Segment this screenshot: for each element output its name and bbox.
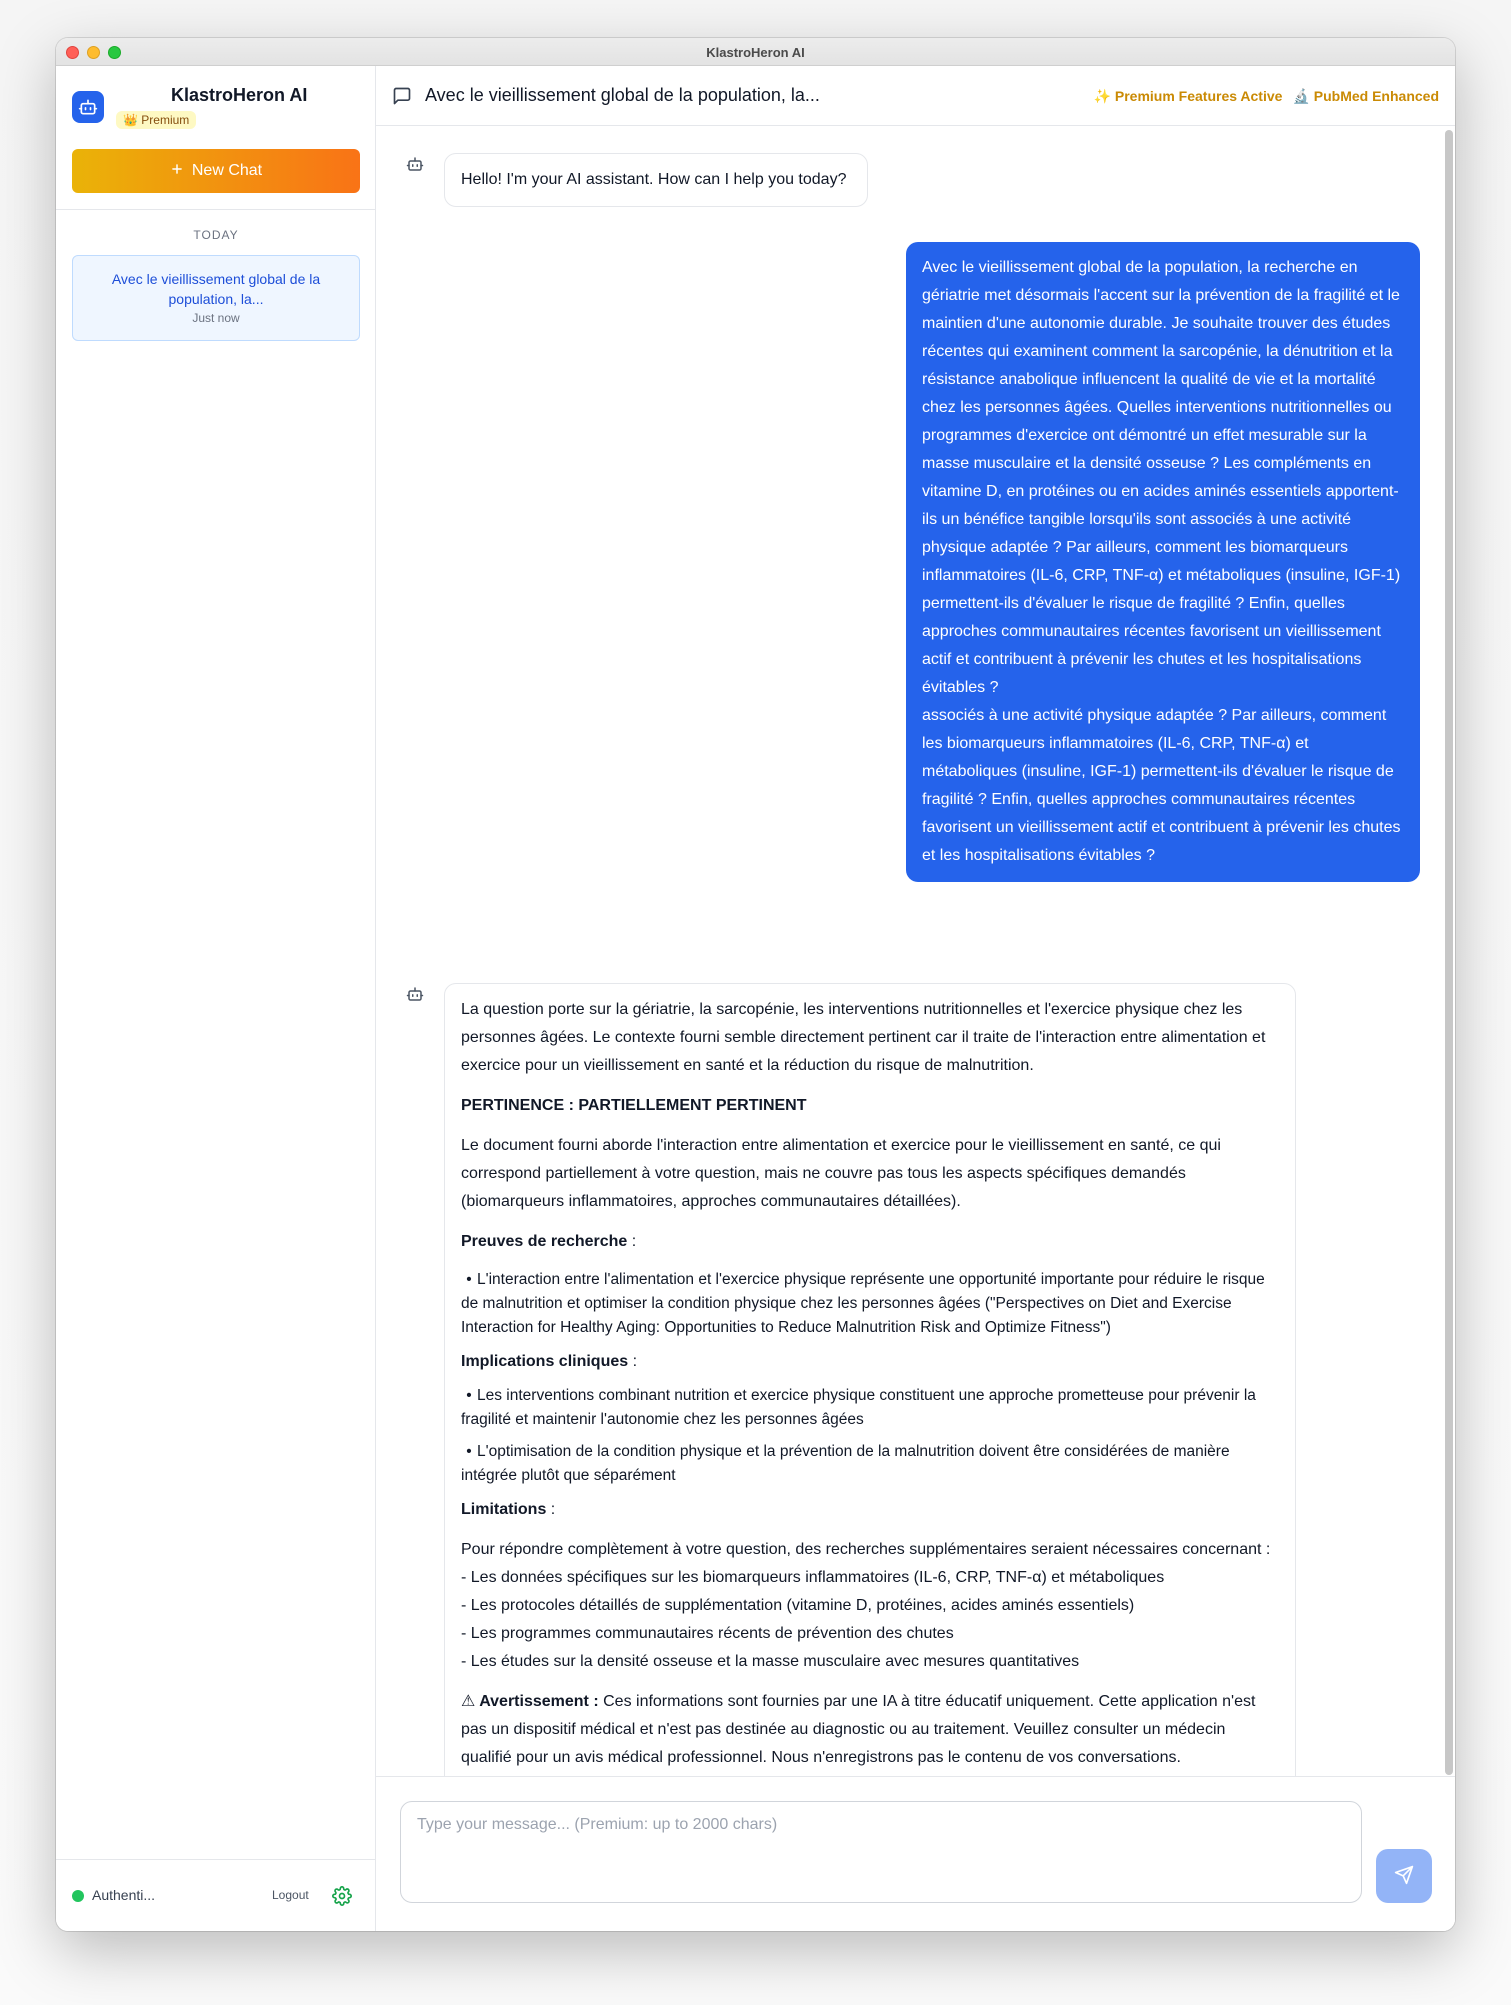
message-input[interactable] <box>400 1801 1362 1903</box>
chat-main <box>376 66 1455 1931</box>
premium-features-flag: ✨ Premium Features Active <box>1093 88 1283 104</box>
message-scrollbar[interactable] <box>1445 130 1453 1775</box>
list-item: • L'interaction entre l'alimentation et l'exercice physique représente une opportunité importante pour réduire le risque de malnutrition et optimiser la condition physique chez les personnes âgées ("Perspectives on Diet and Exercise Interaction for Healthy Aging: Opportunities to Reduce Malnutrition Risk and Optimize Fitness") <box>461 1271 1265 1336</box>
implications-heading-line: Implications cliniques : <box>461 1353 638 1370</box>
send-button[interactable] <box>1376 1849 1432 1903</box>
pubmed-flag: 🔬 PubMed Enhanced <box>1292 88 1439 104</box>
chat-title: Avec le vieillissement global de la population, la... <box>425 85 820 105</box>
evidence-list <box>461 1268 1279 1340</box>
sidebar <box>56 66 376 1931</box>
window-title: KlastroHeron AI <box>706 45 805 60</box>
chat-header <box>376 66 1455 126</box>
app-window <box>56 38 1455 1931</box>
message-list[interactable] <box>376 127 1455 1867</box>
chat-section-label: TODAY <box>193 228 239 242</box>
title-bar <box>56 38 1455 66</box>
robot-icon <box>72 91 104 123</box>
user-message-text: Avec le vieillissement global de la population, la recherche en gériatrie met désormais l'accent sur la prévention de la fragilité et le maintien d'une autonomie durable. Je souhaite trouver des études récentes qui examinent comment la sarcopénie, la dénutrition et la résistance anabolique influencent la qualité de vie et la mortalité chez les personnes âgées. Quelles interventions nutritionnelles ou programmes d'exercice ont démontré un effet mesurable sur la masse musculaire et la densité osseuse ? Les compléments en vitamine D, en protéines ou en acides aminés essentiels apportent-ils un bénéfice tangible lorsqu'ils sont associés à une activité physique adaptée ? Par ailleurs, comment les biomarqueurs inflammatoires (IL-6, CRP, TNF-α) et métaboliques (insuline, IGF-1) permettent-ils d'évaluer le risque de fragilité ? Enfin, quelles approches communautaires récentes favorisent un vieillissement actif et contribuent à prévenir les chutes et les hospitalisations évitables ? <box>922 259 1401 696</box>
header-flags <box>1094 88 1439 105</box>
limitations-block <box>461 1536 1279 1676</box>
limitations-intro: Pour répondre complètement à votre question, des recherches supplémentaires seraient nécessaires concernant : <box>461 1541 1271 1558</box>
chat-history-time: Just now <box>192 311 240 325</box>
implications-heading: Implications cliniques <box>461 1353 629 1370</box>
answer-relevance-text: Le document fourni aborde l'interaction entre alimentation et exercice pour le vieillissement en santé, ce qui correspond partiellement à votre question, mais ne couvre pas tous les aspects spécifiques demandés (biomarqueurs inflammatoires, approches communautaires détaillées). <box>461 1137 1221 1210</box>
warning-paragraph <box>461 1688 1279 1772</box>
assistant-message <box>444 153 868 207</box>
list-item: • Les interventions combinant nutrition et exercice physique constituent une approche prometteuse pour prévenir la fragilité et maintenir l'autonomie chez les personnes âgées <box>461 1387 1256 1428</box>
chat-history-title: Avec le vieillissement global de la population, la... <box>111 271 321 307</box>
limitation-item: - Les données spécifiques sur les biomarqueurs inflammatoires (IL-6, CRP, TNF-α) et métaboliques <box>461 1569 1165 1586</box>
auth-status-text: Authenti... <box>92 1887 156 1903</box>
list-item: • L'optimisation de la condition physique et la prévention de la malnutrition doivent être considérées de manière intégrée plutôt que séparément <box>461 1443 1230 1484</box>
brand-name: KlastroHeron AI <box>171 85 308 105</box>
limitation-item: - Les études sur la densité osseuse et la masse musculaire avec mesures quantitatives <box>461 1653 1080 1670</box>
assistant-answer <box>444 983 1296 1867</box>
evidence-heading-line: Preuves de recherche : <box>461 1233 637 1250</box>
warning-text: Ces informations sont fournies par une IA à titre éducatif uniquement. Cette application n'est pas un dispositif médical et n'est pas destinée au diagnostic ou au traitement. Veuillez consulter un médecin qualifié pour un avis médical professionnel. Nous n'enregistrons pas le contenu de vos conversations. <box>461 1693 1256 1766</box>
chat-history-item[interactable] <box>72 255 360 341</box>
assistant-greeting-text: Hello! I'm your AI assistant. How can I help you today? <box>461 171 847 188</box>
evidence-item-text: L'interaction entre l'alimentation et l'exercice physique représente une opportunité importante pour réduire le risque de malnutrition et optimiser la condition physique chez les personnes âgées ("Perspectives on Diet and Exercise Interaction for Healthy Aging: Opportunities to Reduce Malnutrition Risk and Optimize Fitness") <box>461 1271 1265 1336</box>
implication-item-text: L'optimisation de la condition physique et la prévention de la malnutrition doivent être considérées de manière intégrée plutôt que séparément <box>461 1443 1230 1484</box>
limitations-heading: Limitations <box>461 1501 547 1518</box>
limitations-heading-line: Limitations : <box>461 1501 556 1518</box>
bot-avatar-icon <box>406 155 424 178</box>
sidebar-footer <box>56 1859 375 1931</box>
answer-intro: La question porte sur la gériatrie, la sarcopénie, les interventions nutritionnelles et l'exercice physique chez les personnes âgées. Le contexte fourni semble directement pertinent car il traite de l'interaction entre alimentation et exercice pour un vieillissement en santé et la réduction du risque de malnutrition. <box>461 1001 1266 1074</box>
new-chat-label: New Chat <box>191 162 263 179</box>
implications-list <box>461 1384 1279 1488</box>
premium-badge: 👑 Premium <box>116 111 196 129</box>
limitation-item: - Les protocoles détaillés de supplémentation (vitamine D, protéines, acides aminés essentiels) <box>461 1597 1135 1614</box>
send-icon <box>1394 1865 1414 1888</box>
logout-button[interactable]: Logout <box>272 1888 309 1902</box>
evidence-heading: Preuves de recherche <box>461 1233 628 1250</box>
status-dot <box>72 1890 84 1902</box>
limitation-item: - Les programmes communautaires récents de prévention des chutes <box>461 1625 954 1642</box>
gear-icon[interactable] <box>332 1886 352 1911</box>
warning-label: ⚠ Avertissement : <box>461 1693 599 1710</box>
user-message-text-repeat: associés à une activité physique adaptée ? Par ailleurs, comment les biomarqueurs inflammatoires (IL-6, CRP, TNF-α) et métaboliques (insuline, IGF-1) permettent-ils d'évaluer le risque de fragilité ? Enfin, quelles approches communautaires récentes favorisent un vieillissement actif et contribuent à prévenir les chutes et les hospitalisations évitables ? <box>922 707 1401 864</box>
plus-icon <box>170 162 184 181</box>
message-square-icon <box>392 86 412 111</box>
implication-item-text: Les interventions combinant nutrition et exercice physique constituent une approche prometteuse pour prévenir la fragilité et maintenir l'autonomie chez les personnes âgées <box>461 1387 1256 1428</box>
answer-relevance: PERTINENCE : PARTIELLEMENT PERTINENT <box>461 1097 807 1114</box>
user-message <box>906 242 1420 882</box>
new-chat-button[interactable] <box>72 149 360 193</box>
sidebar-divider <box>56 209 375 210</box>
bot-avatar-icon <box>406 985 424 1008</box>
composer <box>376 1776 1455 1931</box>
